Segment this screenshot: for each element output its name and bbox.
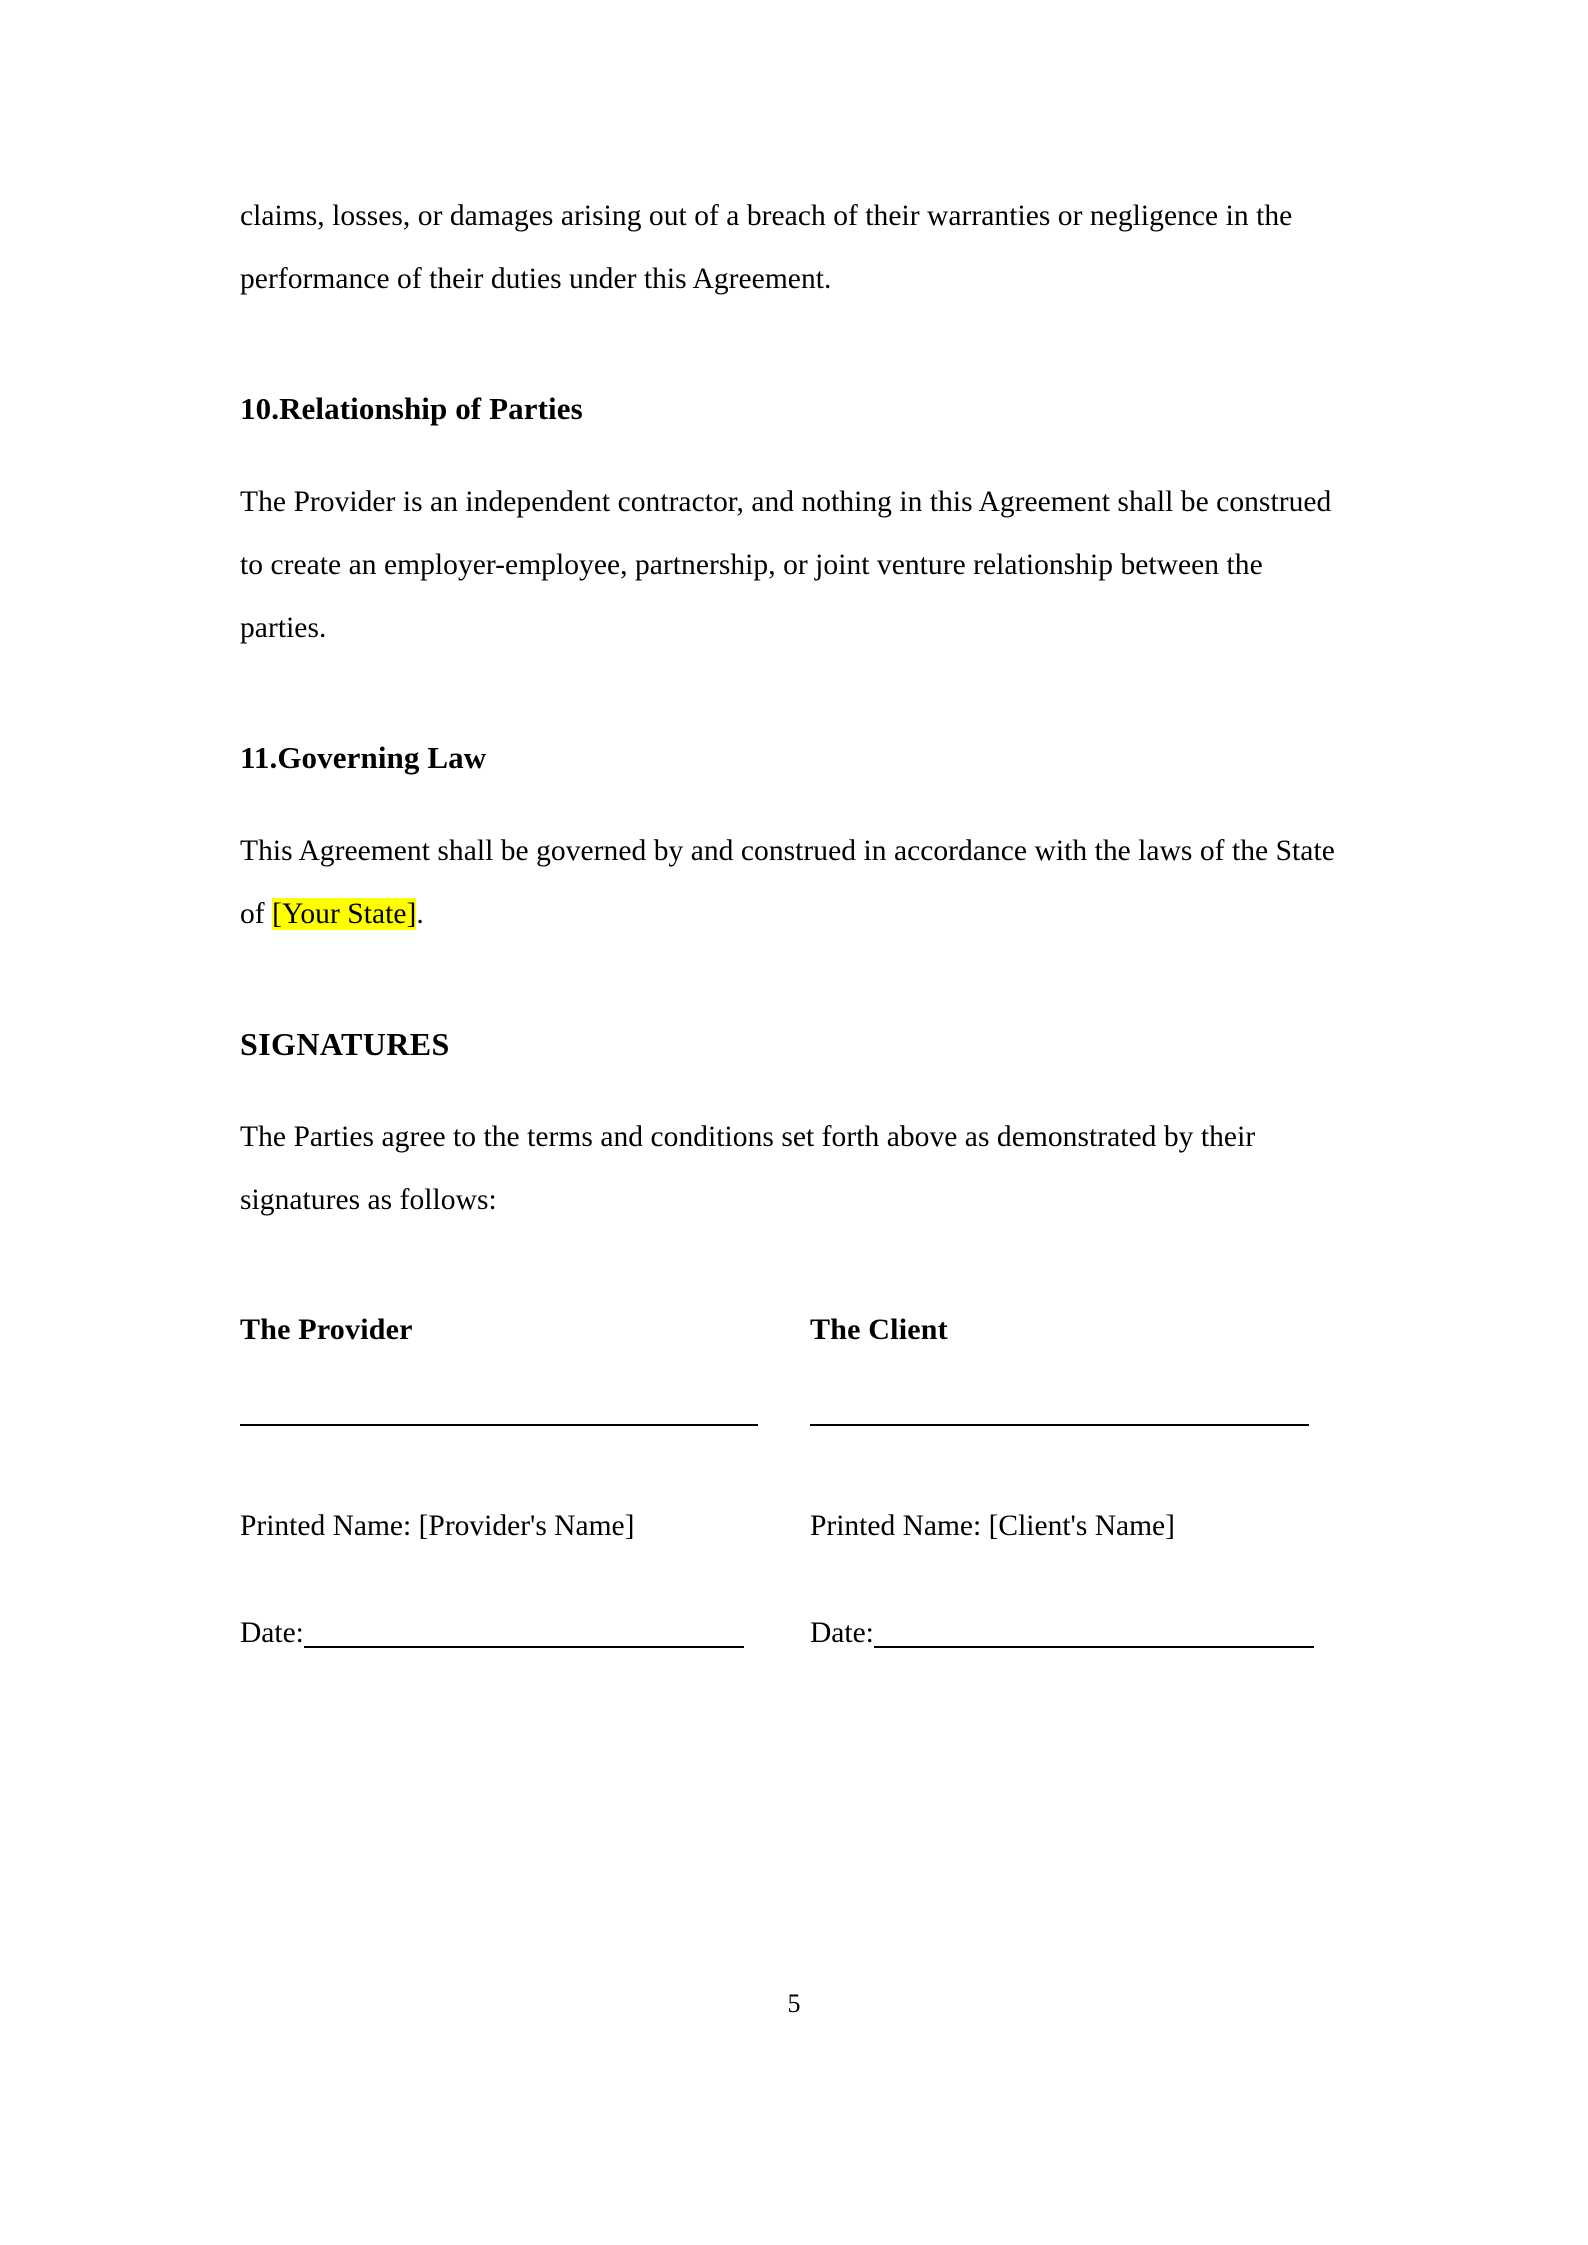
spacer xyxy=(240,1232,1345,1310)
printed-name-cell-client xyxy=(810,1506,1345,1546)
signature-line-client[interactable] xyxy=(810,1424,1309,1426)
date-row xyxy=(240,1613,1345,1653)
section-heading-relationship-of-parties xyxy=(240,389,1345,429)
signature-block xyxy=(240,1310,1345,1653)
printed-name-row xyxy=(240,1506,1345,1546)
page-number: 5 xyxy=(787,1989,801,2018)
section-number: 10. xyxy=(240,391,280,426)
date-field-provider xyxy=(240,1613,810,1653)
signature-column-provider xyxy=(240,1310,810,1350)
spacer xyxy=(240,311,1345,389)
section-title: Governing Law xyxy=(277,740,487,775)
governing-law-text-after: . xyxy=(416,898,424,930)
date-label-client: Date: xyxy=(810,1617,874,1649)
spacer xyxy=(240,1064,1345,1106)
signature-line-row xyxy=(240,1424,1345,1454)
printed-name-provider: Printed Name: [Provider's Name] xyxy=(240,1510,635,1542)
governing-law-text-before: This Agreement shall be governed by and construed in accordance with the laws of the State of xyxy=(240,835,1335,930)
section-heading-signatures: SIGNATURES xyxy=(240,1026,450,1062)
state-placeholder-highlight: [Your State] xyxy=(272,898,417,930)
signature-line-cell-client xyxy=(810,1424,1345,1454)
date-cell-provider xyxy=(240,1613,810,1653)
page-content xyxy=(240,185,1345,1653)
section-number: 11. xyxy=(240,740,278,775)
signature-column-client xyxy=(810,1310,1345,1350)
continued-paragraph: claims, losses, or damages arising out of a breach of their warranties or negligence in the performance of their duties under this Agreement. xyxy=(240,200,1293,295)
governing-law-paragraph xyxy=(240,820,1345,946)
spacer xyxy=(240,660,1345,738)
date-label-provider: Date: xyxy=(240,1617,304,1649)
signature-line-cell-provider xyxy=(240,1424,810,1454)
section-heading-governing-law xyxy=(240,738,1345,778)
signature-column-heading-provider: The Provider xyxy=(240,1313,413,1346)
relationship-of-parties-paragraph: The Provider is an independent contractor, and nothing in this Agreement shall be construed to create an employer-employee, partnership, or joint venture relationship between the parties. xyxy=(240,486,1332,644)
spacer xyxy=(240,778,1345,820)
section-title: Relationship of Parties xyxy=(279,391,583,426)
signature-line-provider[interactable] xyxy=(240,1424,758,1426)
date-line-provider[interactable] xyxy=(304,1646,744,1648)
spacer xyxy=(240,946,1345,1024)
printed-name-cell-provider xyxy=(240,1506,810,1546)
date-cell-client xyxy=(810,1613,1345,1653)
spacer xyxy=(240,429,1345,471)
date-line-client[interactable] xyxy=(874,1646,1314,1648)
date-field-client xyxy=(810,1613,1345,1653)
signature-column-heading-client: The Client xyxy=(810,1313,948,1346)
signature-heading-row xyxy=(240,1310,1345,1350)
signatures-intro-paragraph: The Parties agree to the terms and conditions set forth above as demonstrated by their signatures as follows: xyxy=(240,1121,1256,1216)
printed-name-client: Printed Name: [Client's Name] xyxy=(810,1510,1175,1542)
